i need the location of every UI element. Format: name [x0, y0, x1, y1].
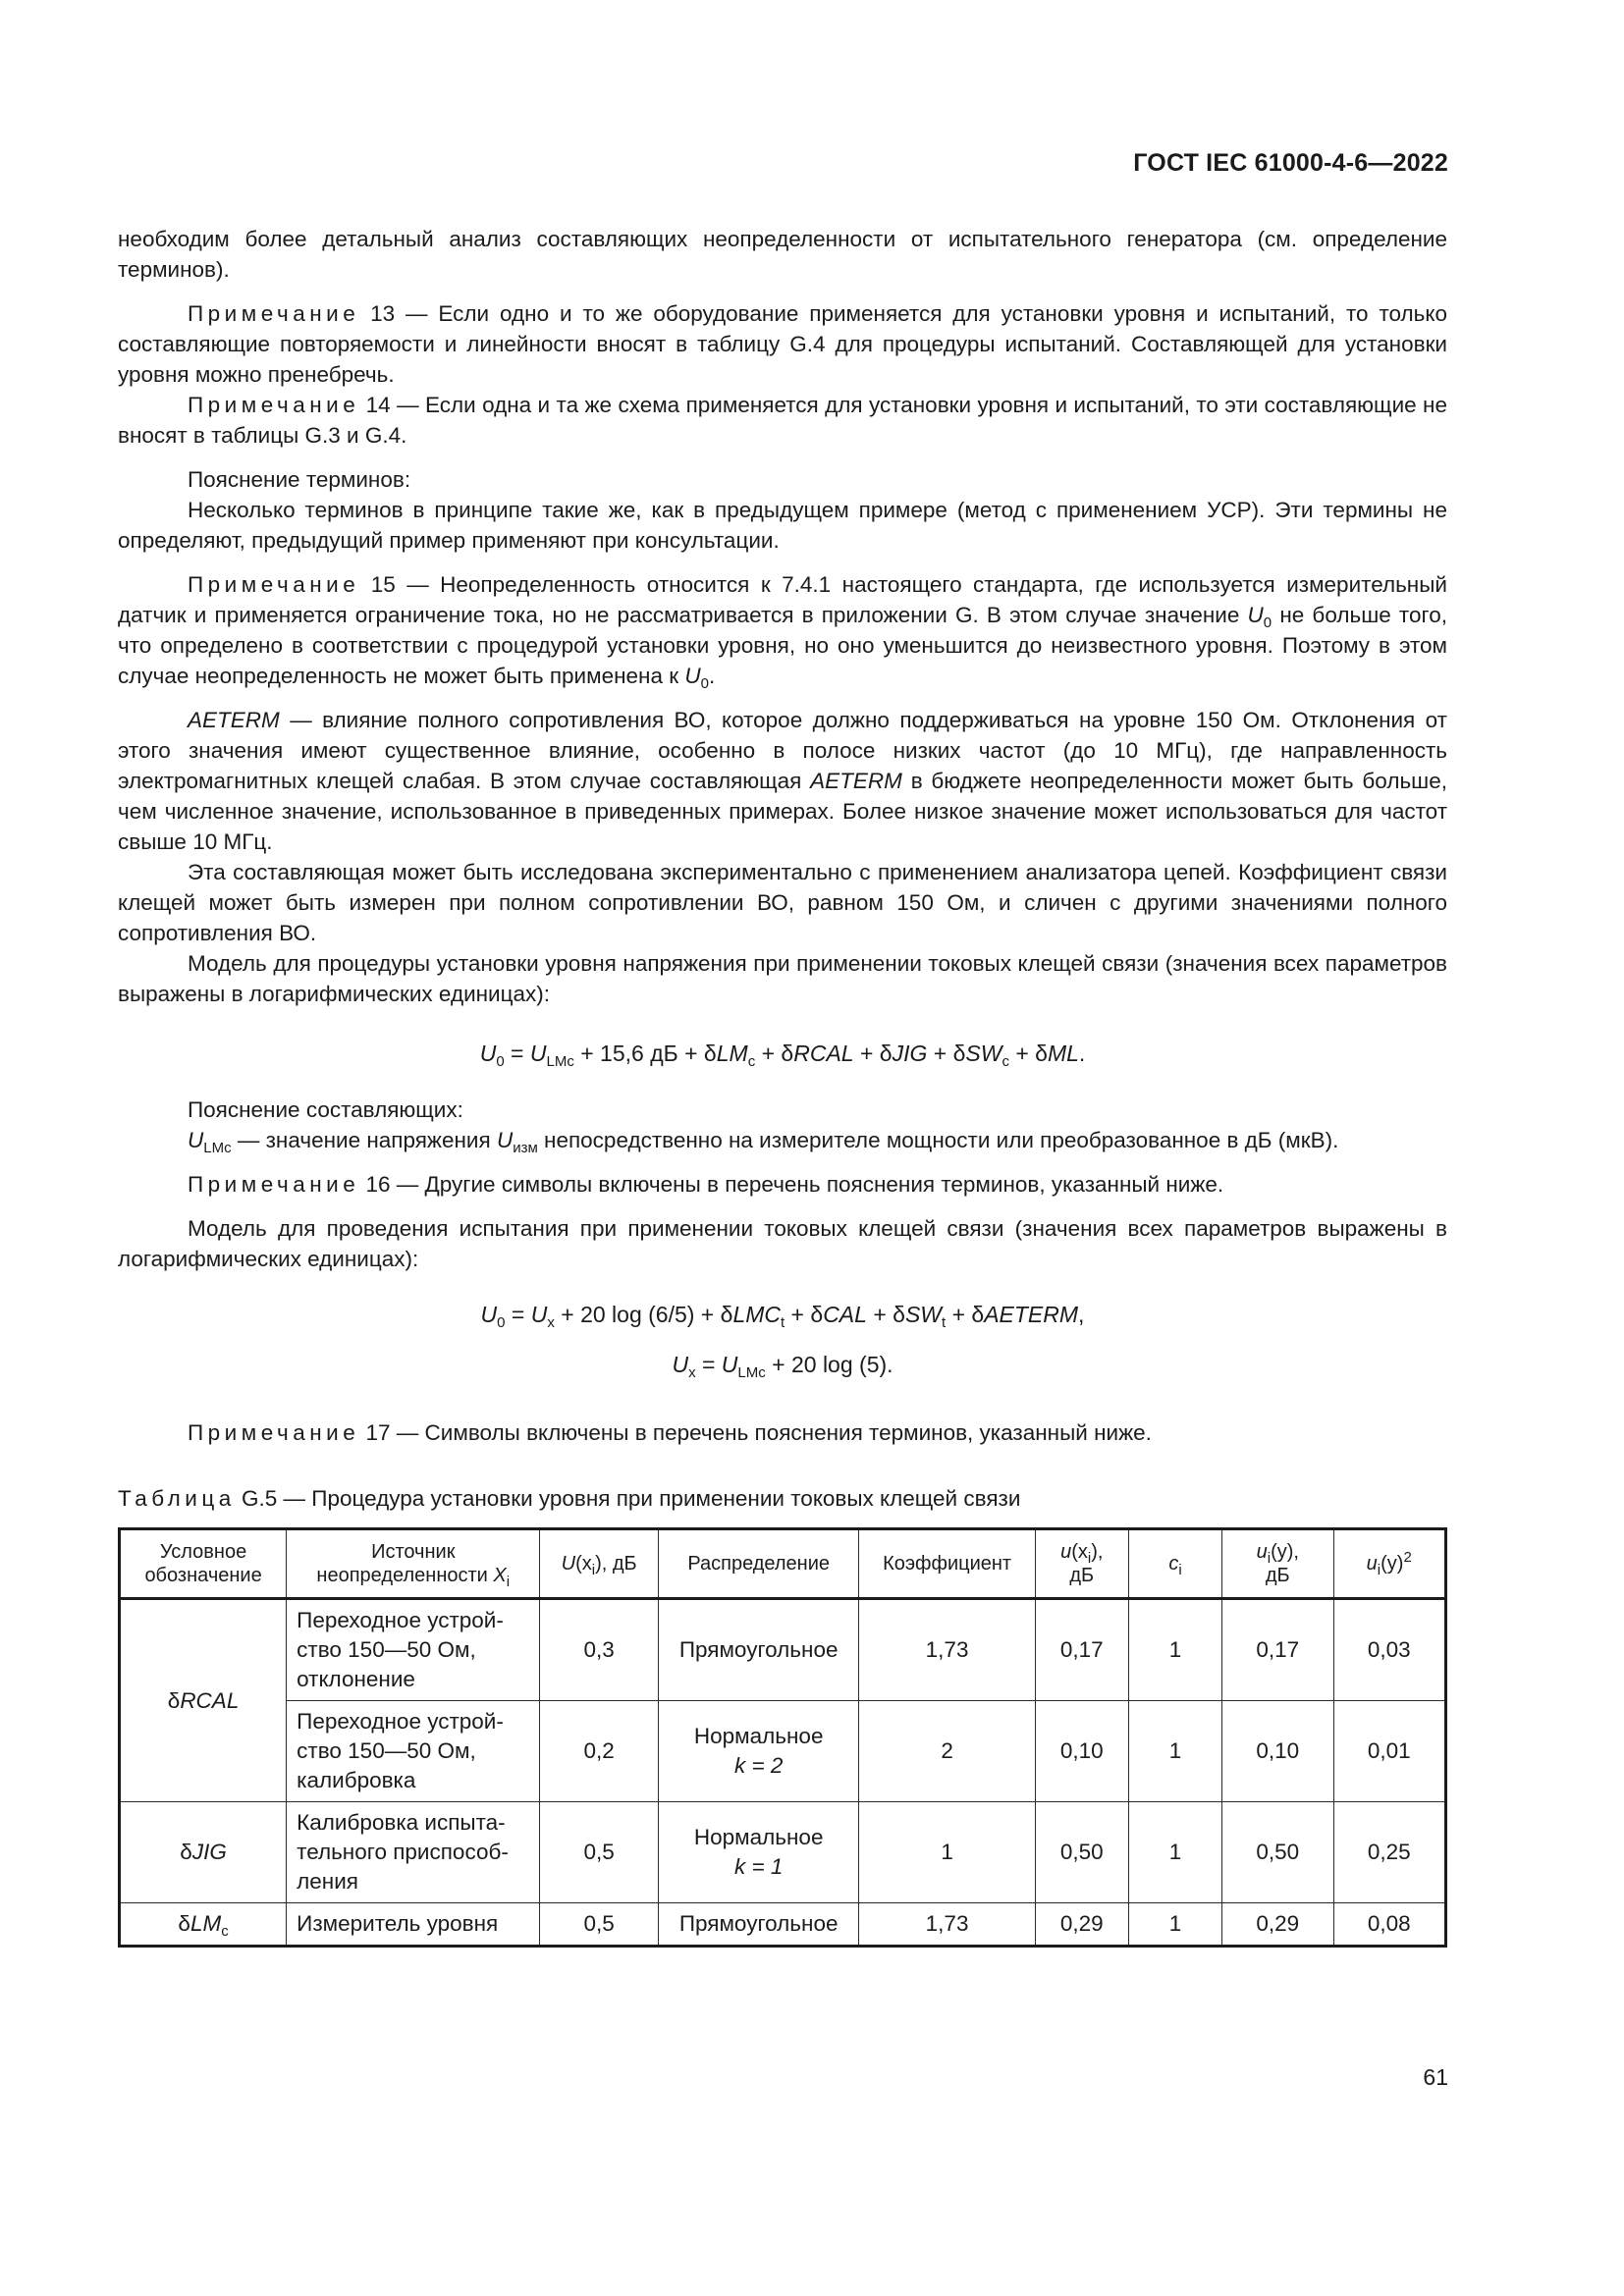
note-label: Примечание [188, 301, 360, 326]
cell-distribution: Прямоугольное [658, 1903, 859, 1947]
cell-uy2: 0,08 [1333, 1903, 1446, 1947]
cell-ci: 1 [1128, 1701, 1221, 1802]
note-17: Примечание 17 — Символы включены в перечень пояснения терминов, указанный ниже. [188, 1420, 1152, 1445]
terms-heading: Пояснение терминов: [188, 467, 411, 492]
model-paragraph-1: Модель для процедуры установки уровня напряжения при применении токовых клещей связи (значения всех параметров выражены в логарифмических единицах): [118, 951, 1447, 1006]
col-header-ci: $c_i$ [1128, 1529, 1221, 1599]
cell-coefficient: 1,73 [859, 1599, 1035, 1701]
cell-ux: 0,29 [1035, 1903, 1128, 1947]
paragraph-continuation: необходим более детальный анализ составляющих неопределенности от испытательного генератора (см. определение терминов). [118, 227, 1447, 282]
note-14 [118, 390, 1447, 451]
col-header-source: Источник неопределенности $X_i$ [287, 1529, 540, 1599]
note-label: Примечание [188, 393, 360, 417]
cell-source: Калибровка испыта-тельного приспособ-ления [287, 1802, 540, 1903]
cell-uy: 0,17 [1222, 1599, 1333, 1701]
cell-uy: 0,10 [1222, 1701, 1333, 1802]
note-text: 13 — Если одно и то же оборудование применяется для установки уровня и испытаний, то только составляющие повторяемости и линейности вносят в таблицу G.4 для процедуры испытаний. Составляющей для установки уровня можно пренебречь. [118, 301, 1447, 387]
document-header: ГОСТ IEC 61000-4-6—2022 [1133, 149, 1448, 177]
cell-u: 0,5 [540, 1903, 659, 1947]
aeterm-paragraph: AETERM — влияние полного сопротивления ВО, которое должно поддерживаться на уровне 150 Ом. Отклонения от этого значения имеют существенное влияние, особенно в полосе низких частот (до 10 МГц), где направленность электромагнитных клещей слабая. В этом случае составляющая AETERM в бюджете неопределенности может быть больше, чем численное значение, использованное в приведенных примерах. Более низкое значение может использоваться для частот свыше 10 МГц. [118, 708, 1447, 854]
note-label: Примечание [188, 572, 360, 597]
cell-ci: 1 [1128, 1903, 1221, 1947]
table-row [120, 1903, 1446, 1947]
cell-u: 0,2 [540, 1701, 659, 1802]
col-header-coefficient: Коэффициент [859, 1529, 1035, 1599]
note-label: Примечание [188, 1420, 360, 1445]
col-header-uy: $u_i(y)$, дБ [1222, 1529, 1333, 1599]
table-row [120, 1701, 1446, 1802]
cell-distribution: Нормальное k = 2 [658, 1701, 859, 1802]
terms-body: Несколько терминов в принципе такие же, как в предыдущем примере (метод с применением УСР). Эти термины не определяют, предыдущий пример применяют при консультации. [118, 498, 1447, 553]
cell-distribution: Нормальное k = 1 [658, 1802, 859, 1903]
experiment-paragraph: Эта составляющая может быть исследована экспериментально с применением анализатора цепей. Коэффициент связи клещей может быть измерен при полном сопротивлении ВО, равном 150 Ом, и сличен с другими значениями полного сопротивления ВО. [118, 860, 1447, 945]
cell-distribution: Прямоугольное [658, 1599, 859, 1701]
cell-uy: 0,29 [1222, 1903, 1333, 1947]
cell-source: Переходное устрой-ство 150—50 Ом, отклонение [287, 1599, 540, 1701]
cell-symbol: δJIG [120, 1802, 287, 1903]
cell-uy2: 0,25 [1333, 1802, 1446, 1903]
col-header-symbol: Условное обозначение [120, 1529, 287, 1599]
cell-ux: 0,50 [1035, 1802, 1128, 1903]
document-body [118, 224, 1447, 1948]
ulmc-definition: $U_{LMc}$ — значение напряжения $U_{изм}$ непосредственно на измерителе мощности или преобразованное в дБ (мкВ). [188, 1128, 1339, 1156]
note-15: Примечание 15 — Неопределенность относится к 7.4.1 настоящего стандарта, где используется измерительный датчик и применяется ограничение тока, но не рассматривается в приложении G. В этом случае значение $U_0$ не больше того, что определено в соответствии с процедурой установки уровня, но оно уменьшится до неизвестного уровня. Поэтому в этом случае неопределенность не может быть применена к $U_0$. [118, 572, 1447, 692]
formula-3: $U_x = U_{LMc} + 20$ log (5). [672, 1352, 893, 1381]
formula-1: $U_0 = U_{LMc} + 15,6$ дБ + δLM$_c$ + δRCAL + δJIG + δSW$_c$ + δML. [479, 1041, 1086, 1070]
cell-uy: 0,50 [1222, 1802, 1333, 1903]
cell-uy2: 0,01 [1333, 1701, 1446, 1802]
cell-coefficient: 1,73 [859, 1903, 1035, 1947]
note-13 [118, 298, 1447, 390]
col-header-distribution: Распределение [658, 1529, 859, 1599]
table-caption: Таблица G.5 — Процедура установки уровня при применении токовых клещей связи [118, 1486, 1021, 1511]
table-row [120, 1802, 1446, 1903]
cell-coefficient: 2 [859, 1701, 1035, 1802]
cell-source: Переходное устрой-ство 150—50 Ом, калибровка [287, 1701, 540, 1802]
cell-u: 0,5 [540, 1802, 659, 1903]
cell-ux: 0,10 [1035, 1701, 1128, 1802]
components-heading: Пояснение составляющих: [188, 1097, 463, 1122]
uncertainty-table [118, 1527, 1447, 1948]
page-number: 61 [1423, 2064, 1448, 2090]
table-header-row [120, 1529, 1446, 1599]
table-row [120, 1599, 1446, 1701]
cell-uy2: 0,03 [1333, 1599, 1446, 1701]
cell-u: 0,3 [540, 1599, 659, 1701]
cell-ci: 1 [1128, 1599, 1221, 1701]
cell-ci: 1 [1128, 1802, 1221, 1903]
col-header-u: $U(x_i)$, дБ [540, 1529, 659, 1599]
formula-2: $U_0 = U_x + 20$ log (6/5) + δLMC$_t$ + δCAL + δSW$_t$ + δAETERM, [480, 1302, 1085, 1331]
cell-source: Измеритель уровня [287, 1903, 540, 1947]
note-text: 14 — Если одна и та же схема применяется для установки уровня и испытаний, то эти составляющие не вносят в таблицы G.3 и G.4. [118, 393, 1447, 448]
cell-ux: 0,17 [1035, 1599, 1128, 1701]
col-header-uy2: $u_i(y)^2$ [1333, 1529, 1446, 1599]
cell-symbol: δRCAL [120, 1599, 287, 1802]
model-paragraph-2: Модель для проведения испытания при применении токовых клещей связи (значения всех параметров выражены в логарифмических единицах): [118, 1216, 1447, 1271]
cell-coefficient: 1 [859, 1802, 1035, 1903]
note-16: Примечание 16 — Другие символы включены в перечень пояснения терминов, указанный ниже. [188, 1172, 1224, 1197]
note-label: Примечание [188, 1172, 360, 1197]
cell-symbol: δLM$_c$ [120, 1903, 287, 1947]
col-header-ux: $u(x_i)$, дБ [1035, 1529, 1128, 1599]
